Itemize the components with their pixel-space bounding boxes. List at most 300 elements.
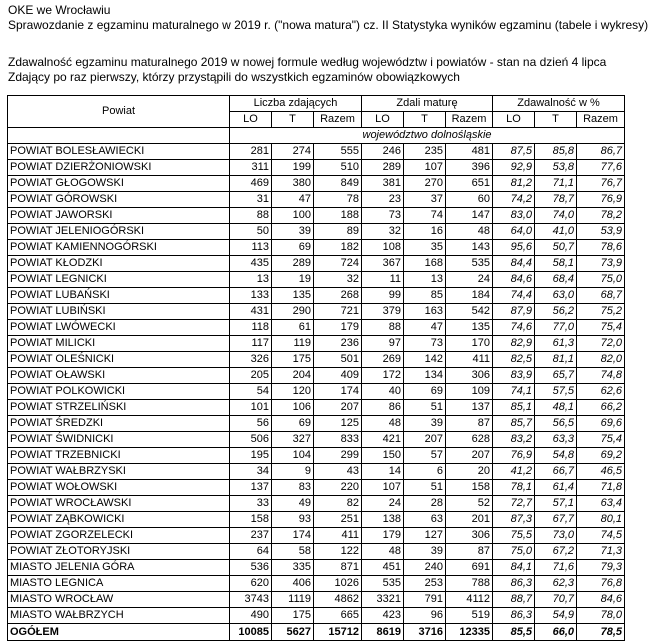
count-cell: 721	[314, 304, 362, 320]
col-header-powiat: Powiat	[8, 96, 230, 128]
percent-cell: 71,6	[535, 560, 577, 576]
count-cell: 73	[362, 208, 404, 224]
percent-cell: 86,7	[577, 144, 625, 160]
percent-cell: 87,5	[493, 144, 535, 160]
count-cell: 122	[314, 544, 362, 560]
sub-header: LO	[230, 112, 272, 128]
percent-cell: 71,8	[577, 480, 625, 496]
count-cell: 423	[362, 608, 404, 624]
count-cell: 78	[314, 192, 362, 208]
powiat-name-cell: POWIAT WOŁOWSKI	[8, 480, 230, 496]
count-cell: 107	[362, 480, 404, 496]
percent-cell: 74,8	[577, 368, 625, 384]
count-cell: 788	[446, 576, 493, 592]
count-cell: 97	[362, 336, 404, 352]
region-cell-empty	[8, 128, 230, 144]
count-cell: 299	[314, 448, 362, 464]
count-cell: 175	[272, 608, 314, 624]
percent-cell: 88,7	[493, 592, 535, 608]
percent-cell: 86,3	[493, 576, 535, 592]
powiat-name-cell: OGÓŁEM	[8, 624, 230, 641]
table-row	[8, 144, 625, 160]
count-cell: 61	[272, 320, 314, 336]
percent-cell: 76,8	[577, 576, 625, 592]
percent-cell: 81,1	[535, 352, 577, 368]
percent-cell: 70,7	[535, 592, 577, 608]
count-cell: 69	[272, 240, 314, 256]
count-cell: 93	[272, 512, 314, 528]
table-row	[8, 320, 625, 336]
table-row	[8, 304, 625, 320]
count-cell: 168	[404, 256, 446, 272]
table-row	[8, 256, 625, 272]
region-label: województwo dolnośląskie	[230, 128, 625, 144]
count-cell: 64	[230, 544, 272, 560]
percent-cell: 77,0	[535, 320, 577, 336]
count-cell: 69	[404, 384, 446, 400]
percent-cell: 84,4	[493, 256, 535, 272]
count-cell: 246	[362, 144, 404, 160]
powiat-name-cell: POWIAT ŚREDZKI	[8, 416, 230, 432]
percent-cell: 78,2	[577, 208, 625, 224]
count-cell: 179	[314, 320, 362, 336]
group-header-zdawalnosc: Zdawalność w %	[493, 96, 625, 112]
table-row	[8, 560, 625, 576]
count-cell: 199	[272, 160, 314, 176]
count-cell: 82	[314, 496, 362, 512]
count-cell: 281	[230, 144, 272, 160]
table-title: Zdawalność egzaminu maturalnego 2019 w nowej formule według województw i powiatów - stan na dzień 4 lipca	[8, 55, 607, 69]
powiat-name-cell: POWIAT GŁOGOWSKI	[8, 176, 230, 192]
percent-cell: 58,1	[535, 256, 577, 272]
count-cell: 253	[404, 576, 446, 592]
count-cell: 150	[362, 448, 404, 464]
count-cell: 108	[362, 240, 404, 256]
sub-header: T	[535, 112, 577, 128]
region-row	[8, 128, 625, 144]
count-cell: 251	[314, 512, 362, 528]
percent-cell: 74,2	[493, 192, 535, 208]
count-cell: 8619	[362, 624, 404, 641]
powiat-name-cell: POWIAT OLEŚNICKI	[8, 352, 230, 368]
table-row	[8, 176, 625, 192]
percent-cell: 75,0	[493, 544, 535, 560]
sub-header: Razem	[314, 112, 362, 128]
percent-cell: 48,1	[535, 400, 577, 416]
sub-header: T	[404, 112, 446, 128]
count-cell: 107	[404, 160, 446, 176]
percent-cell: 75,5	[493, 528, 535, 544]
percent-cell: 57,1	[535, 496, 577, 512]
count-cell: 34	[230, 464, 272, 480]
percent-cell: 66,0	[535, 624, 577, 641]
percent-cell: 68,4	[535, 272, 577, 288]
count-cell: 1026	[314, 576, 362, 592]
powiat-name-cell: POWIAT ZĄBKOWICKI	[8, 512, 230, 528]
table-row	[8, 400, 625, 416]
count-cell: 536	[230, 560, 272, 576]
count-cell: 326	[230, 352, 272, 368]
count-cell: 311	[230, 160, 272, 176]
count-cell: 63	[404, 512, 446, 528]
percent-cell: 78,5	[577, 624, 625, 641]
percent-cell: 66,2	[577, 400, 625, 416]
count-cell: 306	[446, 528, 493, 544]
count-cell: 205	[230, 368, 272, 384]
percent-cell: 41,0	[535, 224, 577, 240]
count-cell: 113	[230, 240, 272, 256]
table-row	[8, 512, 625, 528]
count-cell: 204	[272, 368, 314, 384]
percent-cell: 74,0	[535, 208, 577, 224]
count-cell: 290	[272, 304, 314, 320]
powiat-name-cell: POWIAT KŁODZKI	[8, 256, 230, 272]
count-cell: 24	[446, 272, 493, 288]
powiat-name-cell: POWIAT MILICKI	[8, 336, 230, 352]
count-cell: 20	[446, 464, 493, 480]
count-cell: 406	[272, 576, 314, 592]
count-cell: 691	[446, 560, 493, 576]
count-cell: 535	[362, 576, 404, 592]
count-cell: 620	[230, 576, 272, 592]
percent-cell: 82,0	[577, 352, 625, 368]
percent-cell: 76,7	[577, 176, 625, 192]
percent-cell: 50,7	[535, 240, 577, 256]
percent-cell: 65,7	[535, 368, 577, 384]
count-cell: 106	[272, 400, 314, 416]
count-cell: 240	[404, 560, 446, 576]
count-cell: 39	[404, 544, 446, 560]
count-cell: 51	[404, 480, 446, 496]
percent-cell: 78,6	[577, 240, 625, 256]
table-row	[8, 464, 625, 480]
count-cell: 73	[404, 336, 446, 352]
group-header-liczba: Liczba zdających	[230, 96, 362, 112]
count-cell: 184	[446, 288, 493, 304]
count-cell: 411	[446, 352, 493, 368]
powiat-name-cell: POWIAT TRZEBNICKI	[8, 448, 230, 464]
count-cell: 23	[362, 192, 404, 208]
count-cell: 490	[230, 608, 272, 624]
count-cell: 170	[446, 336, 493, 352]
powiat-name-cell: POWIAT GÓROWSKI	[8, 192, 230, 208]
powiat-name-cell: POWIAT OŁAWSKI	[8, 368, 230, 384]
percent-cell: 53,8	[535, 160, 577, 176]
results-table	[7, 95, 625, 641]
percent-cell: 74,5	[577, 528, 625, 544]
powiat-name-cell: POWIAT DZIERŻONIOWSKI	[8, 160, 230, 176]
powiat-name-cell: POWIAT ZGORZELECKI	[8, 528, 230, 544]
percent-cell: 73,9	[577, 256, 625, 272]
count-cell: 220	[314, 480, 362, 496]
powiat-name-cell: POWIAT BOLESŁAWIECKI	[8, 144, 230, 160]
table-row	[8, 224, 625, 240]
count-cell: 133	[230, 288, 272, 304]
table-row	[8, 192, 625, 208]
count-cell: 235	[404, 144, 446, 160]
count-cell: 60	[446, 192, 493, 208]
table-row	[8, 368, 625, 384]
sub-header: Razem	[446, 112, 493, 128]
count-cell: 49	[272, 496, 314, 512]
count-cell: 158	[230, 512, 272, 528]
count-cell: 54	[230, 384, 272, 400]
count-cell: 143	[446, 240, 493, 256]
count-cell: 207	[404, 432, 446, 448]
percent-cell: 92,9	[493, 160, 535, 176]
percent-cell: 84,6	[577, 592, 625, 608]
percent-cell: 83,0	[493, 208, 535, 224]
percent-cell: 74,1	[493, 384, 535, 400]
count-cell: 99	[362, 288, 404, 304]
count-cell: 31	[230, 192, 272, 208]
count-cell: 724	[314, 256, 362, 272]
count-cell: 119	[272, 336, 314, 352]
count-cell: 833	[314, 432, 362, 448]
percent-cell: 95,6	[493, 240, 535, 256]
powiat-name-cell: POWIAT LEGNICKI	[8, 272, 230, 288]
count-cell: 175	[272, 352, 314, 368]
count-cell: 37	[404, 192, 446, 208]
count-cell: 33	[230, 496, 272, 512]
percent-cell: 62,3	[535, 576, 577, 592]
count-cell: 50	[230, 224, 272, 240]
percent-cell: 67,7	[535, 512, 577, 528]
percent-cell: 56,2	[535, 304, 577, 320]
count-cell: 57	[404, 448, 446, 464]
table-row	[8, 208, 625, 224]
count-cell: 270	[404, 176, 446, 192]
powiat-name-cell: MIASTO JELENIA GÓRA	[8, 560, 230, 576]
count-cell: 451	[362, 560, 404, 576]
sub-header: LO	[362, 112, 404, 128]
percent-cell: 84,6	[493, 272, 535, 288]
count-cell: 47	[272, 192, 314, 208]
count-cell: 665	[314, 608, 362, 624]
table-row	[8, 544, 625, 560]
count-cell: 431	[230, 304, 272, 320]
count-cell: 10085	[230, 624, 272, 641]
percent-cell: 73,0	[535, 528, 577, 544]
percent-cell: 46,5	[577, 464, 625, 480]
percent-cell: 75,2	[577, 304, 625, 320]
count-cell: 28	[404, 496, 446, 512]
count-cell: 174	[272, 528, 314, 544]
table-row	[8, 384, 625, 400]
count-cell: 35	[404, 240, 446, 256]
count-cell: 172	[362, 368, 404, 384]
total-row	[8, 624, 625, 641]
count-cell: 52	[446, 496, 493, 512]
count-cell: 163	[404, 304, 446, 320]
count-cell: 1119	[272, 592, 314, 608]
count-cell: 5627	[272, 624, 314, 641]
percent-cell: 66,7	[535, 464, 577, 480]
percent-cell: 78,1	[493, 480, 535, 496]
count-cell: 3743	[230, 592, 272, 608]
count-cell: 411	[314, 528, 362, 544]
powiat-name-cell: POWIAT JAWORSKI	[8, 208, 230, 224]
count-cell: 117	[230, 336, 272, 352]
count-cell: 849	[314, 176, 362, 192]
percent-cell: 56,5	[535, 416, 577, 432]
count-cell: 274	[272, 144, 314, 160]
table-row	[8, 336, 625, 352]
percent-cell: 61,4	[535, 480, 577, 496]
count-cell: 409	[314, 368, 362, 384]
count-cell: 510	[314, 160, 362, 176]
count-cell: 9	[272, 464, 314, 480]
powiat-name-cell: POWIAT LWÓWECKI	[8, 320, 230, 336]
count-cell: 47	[404, 320, 446, 336]
count-cell: 628	[446, 432, 493, 448]
count-cell: 381	[362, 176, 404, 192]
count-cell: 237	[230, 528, 272, 544]
percent-cell: 71,3	[577, 544, 625, 560]
count-cell: 14	[362, 464, 404, 480]
count-cell: 435	[230, 256, 272, 272]
count-cell: 12335	[446, 624, 493, 641]
powiat-name-cell: POWIAT ŚWIDNICKI	[8, 432, 230, 448]
count-cell: 39	[272, 224, 314, 240]
percent-cell: 72,7	[493, 496, 535, 512]
count-cell: 542	[446, 304, 493, 320]
count-cell: 4112	[446, 592, 493, 608]
count-cell: 134	[404, 368, 446, 384]
count-cell: 24	[362, 496, 404, 512]
count-cell: 13	[230, 272, 272, 288]
count-cell: 469	[230, 176, 272, 192]
count-cell: 85	[404, 288, 446, 304]
powiat-name-cell: POWIAT WROCŁAWSKI	[8, 496, 230, 512]
count-cell: 306	[446, 368, 493, 384]
count-cell: 32	[314, 272, 362, 288]
count-cell: 201	[446, 512, 493, 528]
group-header-zdali: Zdali maturę	[362, 96, 493, 112]
count-cell: 56	[230, 416, 272, 432]
percent-cell: 63,4	[577, 496, 625, 512]
count-cell: 871	[314, 560, 362, 576]
report-institution: OKE we Wrocławiu	[8, 3, 111, 17]
powiat-name-cell: POWIAT WAŁBRZYSKI	[8, 464, 230, 480]
percent-cell: 85,7	[493, 416, 535, 432]
count-cell: 135	[272, 288, 314, 304]
count-cell: 179	[362, 528, 404, 544]
count-cell: 83	[272, 480, 314, 496]
sub-header: LO	[493, 112, 535, 128]
percent-cell: 83,2	[493, 432, 535, 448]
percent-cell: 87,9	[493, 304, 535, 320]
count-cell: 127	[404, 528, 446, 544]
count-cell: 101	[230, 400, 272, 416]
count-cell: 74	[404, 208, 446, 224]
percent-cell: 61,3	[535, 336, 577, 352]
count-cell: 6	[404, 464, 446, 480]
percent-cell: 62,6	[577, 384, 625, 400]
count-cell: 195	[230, 448, 272, 464]
count-cell: 13	[404, 272, 446, 288]
count-cell: 16	[404, 224, 446, 240]
percent-cell: 79,3	[577, 560, 625, 576]
percent-cell: 85,1	[493, 400, 535, 416]
percent-cell: 67,2	[535, 544, 577, 560]
count-cell: 421	[362, 432, 404, 448]
count-cell: 651	[446, 176, 493, 192]
percent-cell: 53,9	[577, 224, 625, 240]
count-cell: 289	[272, 256, 314, 272]
count-cell: 40	[362, 384, 404, 400]
table-row	[8, 448, 625, 464]
percent-cell: 63,0	[535, 288, 577, 304]
count-cell: 86	[362, 400, 404, 416]
count-cell: 51	[404, 400, 446, 416]
percent-cell: 72,0	[577, 336, 625, 352]
count-cell: 506	[230, 432, 272, 448]
count-cell: 791	[404, 592, 446, 608]
count-cell: 88	[230, 208, 272, 224]
percent-cell: 77,6	[577, 160, 625, 176]
count-cell: 269	[362, 352, 404, 368]
table-row	[8, 288, 625, 304]
count-cell: 379	[362, 304, 404, 320]
percent-cell: 78,0	[577, 608, 625, 624]
percent-cell: 57,5	[535, 384, 577, 400]
powiat-name-cell: MIASTO LEGNICA	[8, 576, 230, 592]
count-cell: 268	[314, 288, 362, 304]
table-row	[8, 240, 625, 256]
count-cell: 137	[230, 480, 272, 496]
percent-cell: 82,5	[493, 352, 535, 368]
table-row	[8, 480, 625, 496]
sub-header: T	[272, 112, 314, 128]
percent-cell: 86,3	[493, 608, 535, 624]
count-cell: 88	[362, 320, 404, 336]
count-cell: 48	[446, 224, 493, 240]
count-cell: 32	[362, 224, 404, 240]
count-cell: 39	[404, 416, 446, 432]
count-cell: 207	[446, 448, 493, 464]
count-cell: 109	[446, 384, 493, 400]
count-cell: 87	[446, 544, 493, 560]
count-cell: 19	[272, 272, 314, 288]
count-cell: 48	[362, 544, 404, 560]
count-cell: 555	[314, 144, 362, 160]
powiat-name-cell: MIASTO WROCŁAW	[8, 592, 230, 608]
count-cell: 100	[272, 208, 314, 224]
percent-cell: 64,0	[493, 224, 535, 240]
count-cell: 118	[230, 320, 272, 336]
sub-header: Razem	[577, 112, 625, 128]
count-cell: 396	[446, 160, 493, 176]
count-cell: 120	[272, 384, 314, 400]
table-row	[8, 432, 625, 448]
count-cell: 182	[314, 240, 362, 256]
powiat-name-cell: POWIAT JELENIOGÓRSKI	[8, 224, 230, 240]
table-row	[8, 416, 625, 432]
count-cell: 335	[272, 560, 314, 576]
count-cell: 138	[362, 512, 404, 528]
percent-cell: 75,0	[577, 272, 625, 288]
powiat-name-cell: POWIAT POLKOWICKI	[8, 384, 230, 400]
count-cell: 236	[314, 336, 362, 352]
count-cell: 104	[272, 448, 314, 464]
table-header-row	[8, 96, 625, 112]
percent-cell: 69,2	[577, 448, 625, 464]
powiat-name-cell: POWIAT KAMIENNOGÓRSKI	[8, 240, 230, 256]
count-cell: 89	[314, 224, 362, 240]
percent-cell: 78,7	[535, 192, 577, 208]
count-cell: 135	[446, 320, 493, 336]
